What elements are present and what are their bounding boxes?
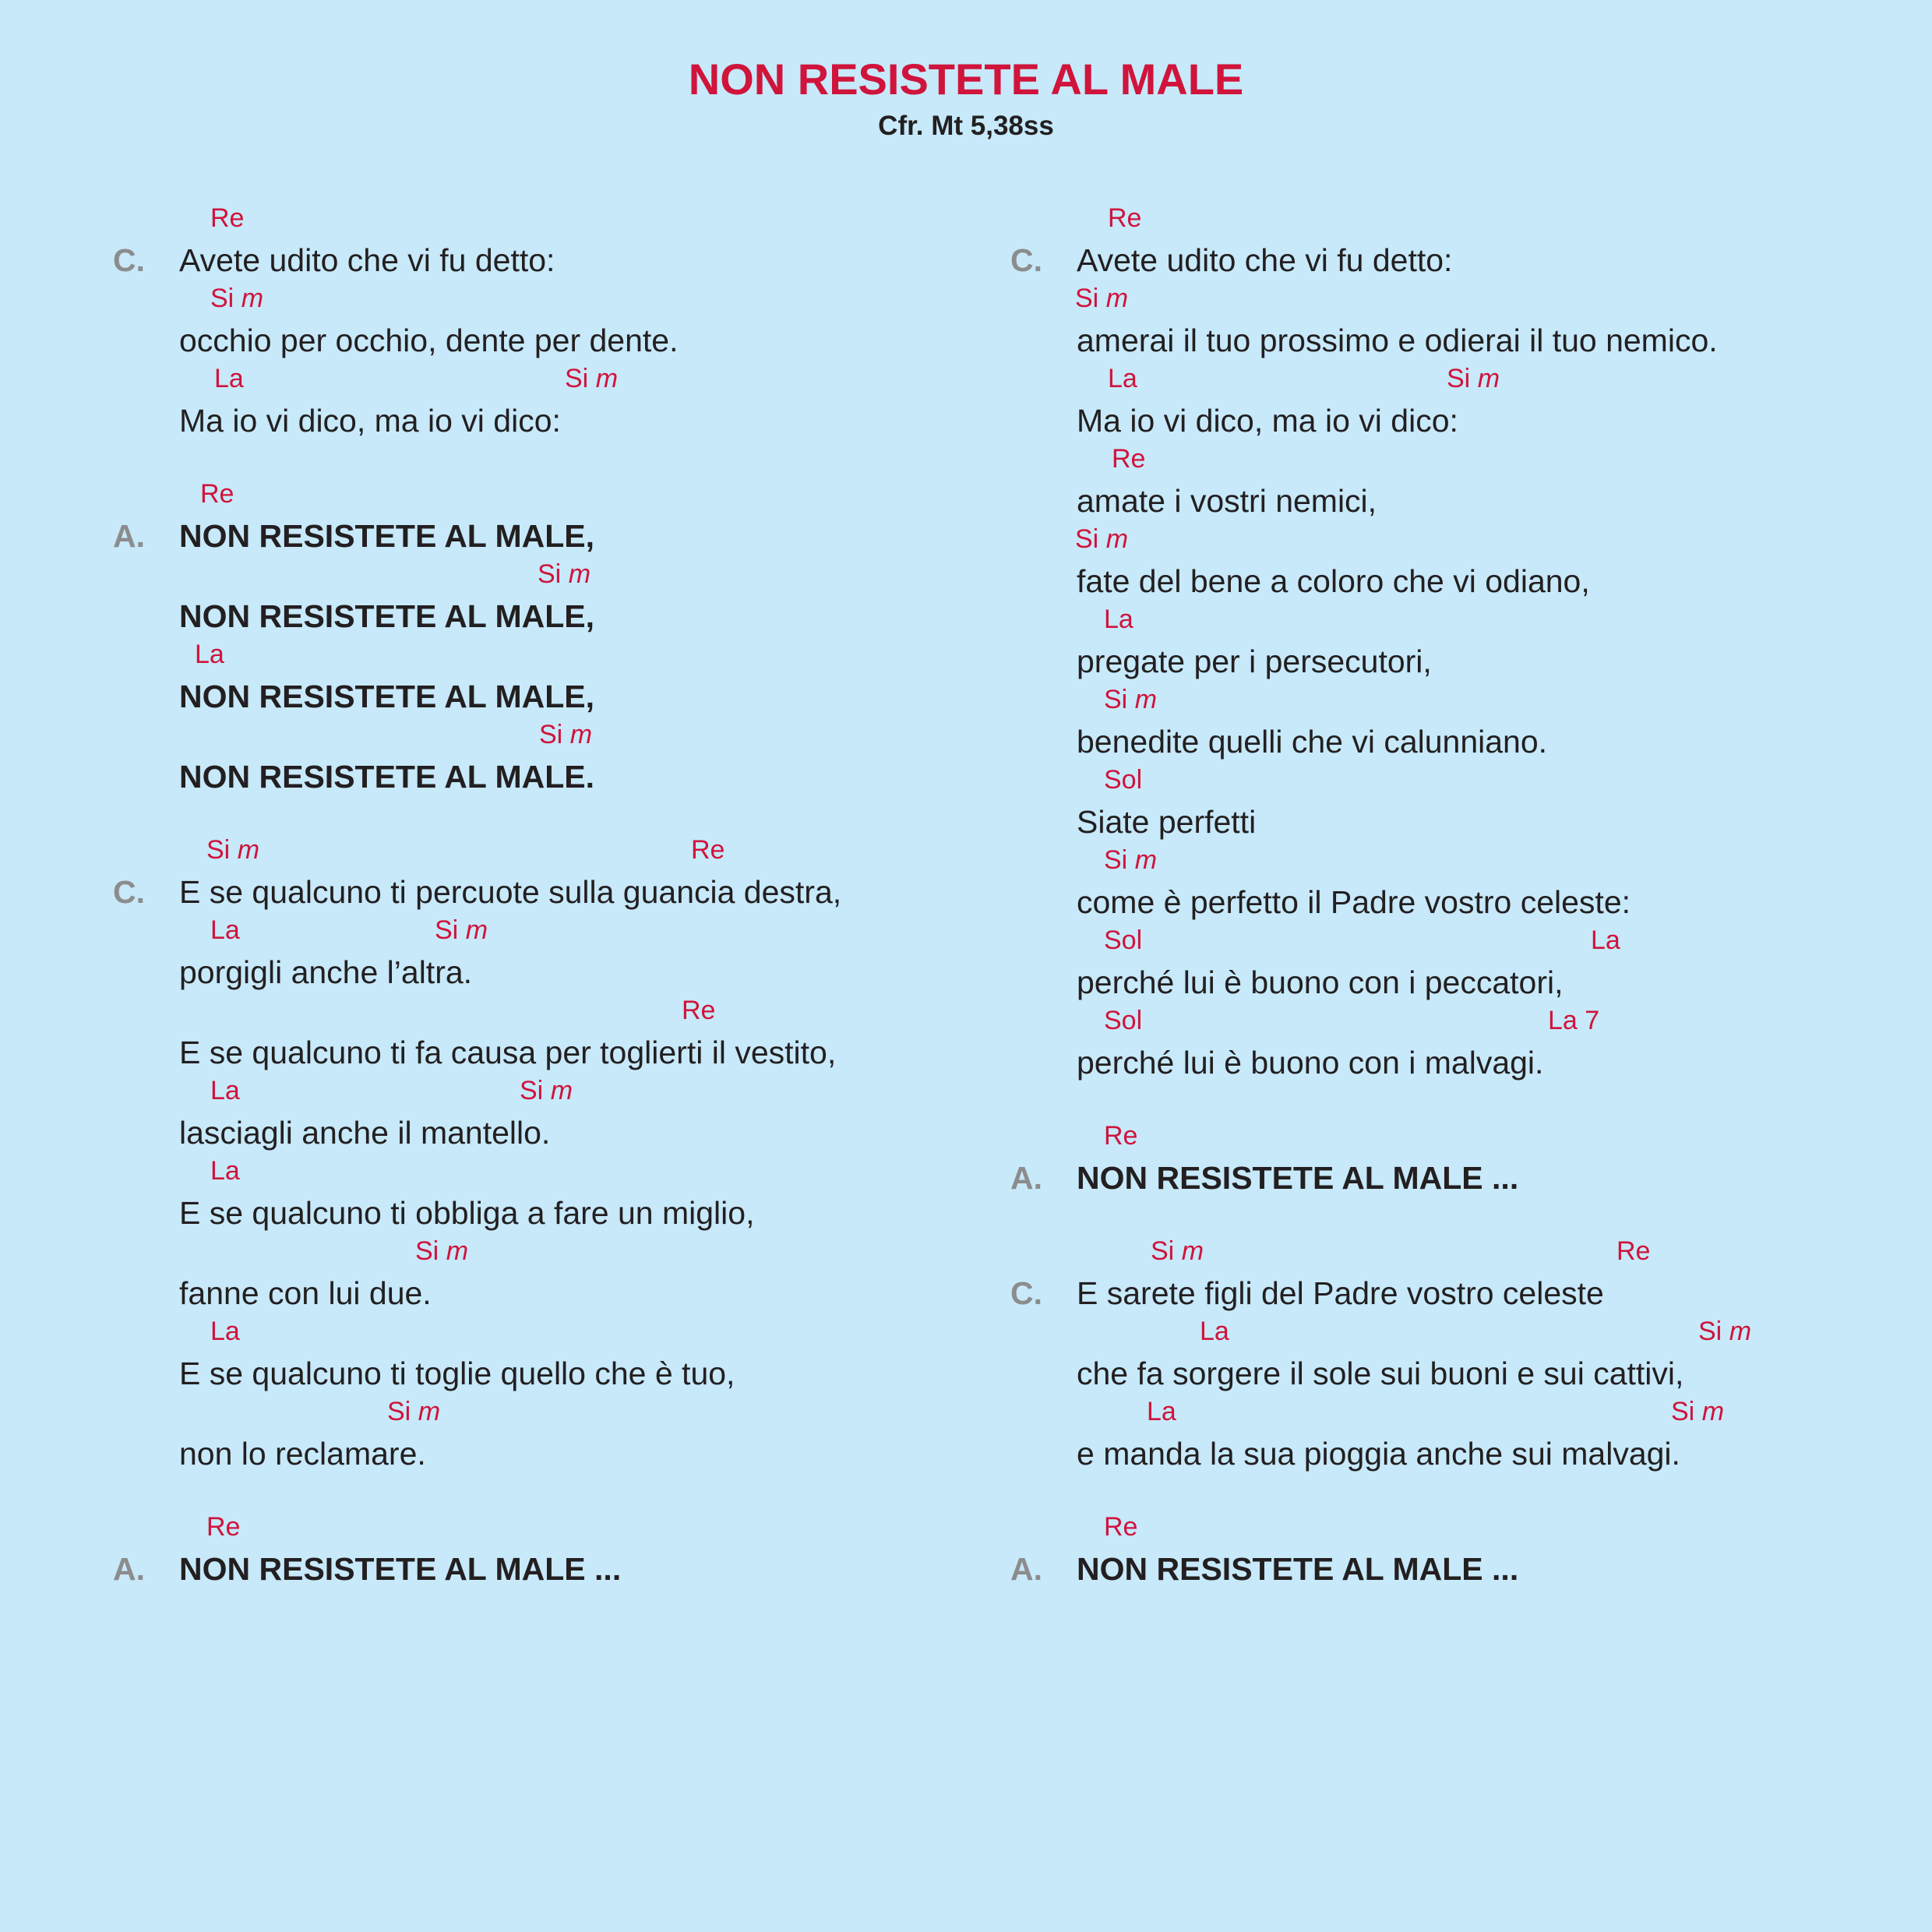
chord-label: [1591, 925, 1620, 956]
chord-name: La: [210, 1076, 240, 1105]
verse-text: E se qualcuno ti percuote sulla guancia destra,: [179, 874, 842, 910]
chord-row: [1077, 925, 1932, 956]
chord-name: La: [1104, 605, 1133, 634]
chord-name: Si: [1698, 1317, 1722, 1346]
chord-label: [1104, 604, 1133, 635]
chord-name: Si: [520, 1076, 544, 1105]
chord-name: La: [210, 915, 240, 945]
refrain-text: NON RESISTETE AL MALE.: [179, 759, 595, 795]
chord-row: [1077, 1005, 1932, 1036]
chord-label: [1548, 1005, 1599, 1036]
verse-text: fate del bene a coloro che vi odiano,: [1077, 563, 1590, 599]
verse-text: Avete udito che vi fu detto:: [179, 242, 555, 278]
verse-text: Ma io vi dico, ma io vi dico:: [1077, 403, 1458, 439]
chord-name: Re: [1108, 203, 1142, 233]
chord-label: [1104, 1005, 1142, 1036]
chord-name: Si: [1104, 845, 1128, 875]
chord-name: Re: [1104, 1512, 1138, 1542]
chord-name: Si: [1075, 284, 1099, 313]
chord-row: [1077, 443, 1932, 474]
chord-mode: m: [1701, 1397, 1725, 1426]
chord-row: [1077, 1236, 1932, 1267]
chord-name: Sol: [1104, 765, 1143, 795]
verse-text: che fa sorgere il sole sui buoni e sui cattivi,: [1077, 1356, 1684, 1391]
cantor-tag: C.: [1010, 1275, 1042, 1311]
chord-mode: m: [1105, 284, 1129, 313]
chord-label: [1671, 1396, 1724, 1427]
chord-row: [1077, 1511, 1932, 1542]
chord-name: La: [195, 640, 224, 669]
chord-row: [1077, 684, 1932, 715]
chord-label: [1104, 1511, 1137, 1542]
chord-label: [1616, 1236, 1650, 1267]
chord-label: [1104, 1120, 1137, 1151]
chord-row: [1077, 1120, 1932, 1151]
chord-label: [210, 915, 240, 946]
chord-name: Re: [200, 479, 234, 509]
chord-label: [210, 203, 244, 234]
verse-text: fanne con lui due.: [179, 1275, 432, 1311]
verse-text: E se qualcuno ti fa causa per toglierti il vestito,: [179, 1035, 837, 1070]
verse-text: E se qualcuno ti toglie quello che è tuo,: [179, 1356, 735, 1391]
chord-name: Si: [435, 915, 459, 945]
chord-label: [387, 1396, 440, 1427]
chord-mode: m: [465, 915, 488, 945]
chord-label: [200, 478, 234, 509]
chord-label: [565, 363, 618, 394]
chord-mode: m: [1134, 845, 1158, 875]
chord-label: [1075, 283, 1128, 314]
chord-label: [210, 283, 263, 314]
chord-mode: m: [569, 720, 593, 749]
cantor-tag: C.: [113, 874, 145, 910]
chord-name: Si: [1075, 524, 1099, 554]
chord-name: Si: [1151, 1236, 1175, 1266]
verse-text: E se qualcuno ti obbliga a fare un miglio,: [179, 1195, 755, 1231]
verse-text: amate i vostri nemici,: [1077, 483, 1377, 519]
chord-name: Si: [1104, 685, 1128, 714]
chord-name: La: [210, 1317, 240, 1346]
chord-label: [1698, 1316, 1751, 1347]
chord-name: Si: [1671, 1397, 1695, 1426]
chord-name: Si: [206, 835, 231, 865]
chord-name: Si: [539, 720, 563, 749]
chord-name: Re: [206, 1512, 241, 1542]
chord-name: Re: [1112, 444, 1146, 474]
chord-label: [435, 915, 488, 946]
verse-text: lasciagli anche il mantello.: [179, 1115, 551, 1151]
song-subtitle: Cfr. Mt 5,38ss: [878, 111, 1054, 141]
chord-mode: m: [568, 559, 591, 589]
chord-label: [538, 559, 591, 590]
cantor-tag: C.: [1010, 242, 1042, 278]
chord-name: La: [1200, 1317, 1229, 1346]
chord-row: [1077, 764, 1932, 795]
chord-row: [1077, 844, 1932, 876]
chord-mode: m: [1181, 1236, 1204, 1266]
refrain-text: NON RESISTETE AL MALE ...: [1077, 1551, 1519, 1587]
chord-row: [1077, 1396, 1932, 1427]
verse-text: Ma io vi dico, ma io vi dico:: [179, 403, 561, 439]
chord-name: Re: [1104, 1121, 1138, 1151]
chord-mode: m: [550, 1076, 573, 1105]
refrain-text: NON RESISTETE AL MALE,: [179, 679, 595, 714]
chord-row: [1077, 1316, 1932, 1347]
chord-label: [1108, 363, 1137, 394]
assembly-tag: A.: [113, 518, 145, 554]
chord-label: [214, 363, 244, 394]
verse-text: porgigli anche l’altra.: [179, 954, 473, 990]
chord-name: La: [214, 364, 244, 393]
chord-label: [1200, 1316, 1229, 1347]
chord-name: Si: [1447, 364, 1471, 393]
chord-mode: m: [418, 1397, 441, 1426]
chord-mode: m: [595, 364, 619, 393]
chord-row: [1077, 604, 1932, 635]
chord-label: [520, 1075, 573, 1106]
verse-text: e manda la sua pioggia anche sui malvagi.: [1077, 1436, 1680, 1472]
chord-label: [210, 1316, 240, 1347]
chord-label: [210, 1075, 240, 1106]
chord-name: Si: [387, 1397, 411, 1426]
refrain-text: NON RESISTETE AL MALE ...: [1077, 1160, 1519, 1196]
chord-row: [1077, 203, 1932, 234]
chord-label: [206, 834, 259, 866]
verse-text: come è perfetto il Padre vostro celeste:: [1077, 884, 1631, 920]
chord-name: Re: [682, 996, 716, 1025]
chord-label: [415, 1236, 468, 1267]
chord-mode: m: [446, 1236, 469, 1266]
chord-name: Si: [210, 284, 234, 313]
chord-label: [206, 1511, 240, 1542]
chord-row: [1077, 524, 1932, 555]
verse-text: Avete udito che vi fu detto:: [1077, 242, 1453, 278]
chord-label: [1108, 203, 1141, 234]
chord-name: Si: [538, 559, 562, 589]
refrain-text: NON RESISTETE AL MALE ...: [179, 1551, 622, 1587]
chord-label: [195, 639, 224, 670]
chord-name: La: [1591, 925, 1620, 955]
chord-row: [1077, 363, 1932, 394]
song-header: [0, 48, 1932, 142]
chord-mode: m: [1729, 1317, 1752, 1346]
verse-text: Siate perfetti: [1077, 804, 1257, 840]
chord-label: [539, 719, 592, 750]
chord-label: [1075, 524, 1128, 555]
song-title: NON RESISTETE AL MALE: [688, 55, 1244, 104]
refrain-text: NON RESISTETE AL MALE,: [179, 598, 595, 634]
refrain-text: NON RESISTETE AL MALE,: [179, 518, 595, 554]
chord-label: [691, 834, 724, 866]
verse-text: non lo reclamare.: [179, 1436, 426, 1472]
chord-label: [210, 1155, 240, 1186]
cantor-tag: C.: [113, 242, 145, 278]
chord-label: [682, 995, 715, 1026]
chord-label: [1151, 1236, 1204, 1267]
chord-label: [1147, 1396, 1176, 1427]
chord-label: [1104, 844, 1157, 876]
chord-mode: m: [1105, 524, 1129, 554]
chord-name: Re: [691, 835, 725, 865]
chord-label: [1104, 764, 1142, 795]
chord-label: [1104, 925, 1142, 956]
chord-mode: m: [1134, 685, 1158, 714]
verse-text: occhio per occhio, dente per dente.: [179, 323, 679, 358]
chord-label: [1112, 443, 1145, 474]
chord-row: [1077, 283, 1932, 314]
verse-text: amerai il tuo prossimo e odierai il tuo nemico.: [1077, 323, 1718, 358]
chord-mode: m: [237, 835, 260, 865]
chord-name: Sol: [1104, 925, 1143, 955]
verse-text: pregate per i persecutori,: [1077, 643, 1432, 679]
chord-mode: m: [241, 284, 264, 313]
chord-name: Sol: [1104, 1006, 1143, 1035]
chord-name: La 7: [1548, 1006, 1600, 1035]
verse-text: E sarete figli del Padre vostro celeste: [1077, 1275, 1604, 1311]
chord-name: La: [1108, 364, 1137, 393]
chord-name: La: [1147, 1397, 1176, 1426]
verse-text: benedite quelli che vi calunniano.: [1077, 724, 1548, 760]
chord-name: La: [210, 1156, 240, 1186]
verse-text: perché lui è buono con i malvagi.: [1077, 1045, 1544, 1081]
verse-text: perché lui è buono con i peccatori,: [1077, 964, 1564, 1000]
chord-label: [1447, 363, 1500, 394]
chord-name: Si: [415, 1236, 439, 1266]
assembly-tag: A.: [1010, 1160, 1042, 1196]
chord-name: Re: [210, 203, 245, 233]
chord-name: Si: [565, 364, 589, 393]
chord-mode: m: [1477, 364, 1500, 393]
chord-name: Re: [1616, 1236, 1651, 1266]
assembly-tag: A.: [113, 1551, 145, 1587]
chord-label: [1104, 684, 1157, 715]
assembly-tag: A.: [1010, 1551, 1042, 1587]
